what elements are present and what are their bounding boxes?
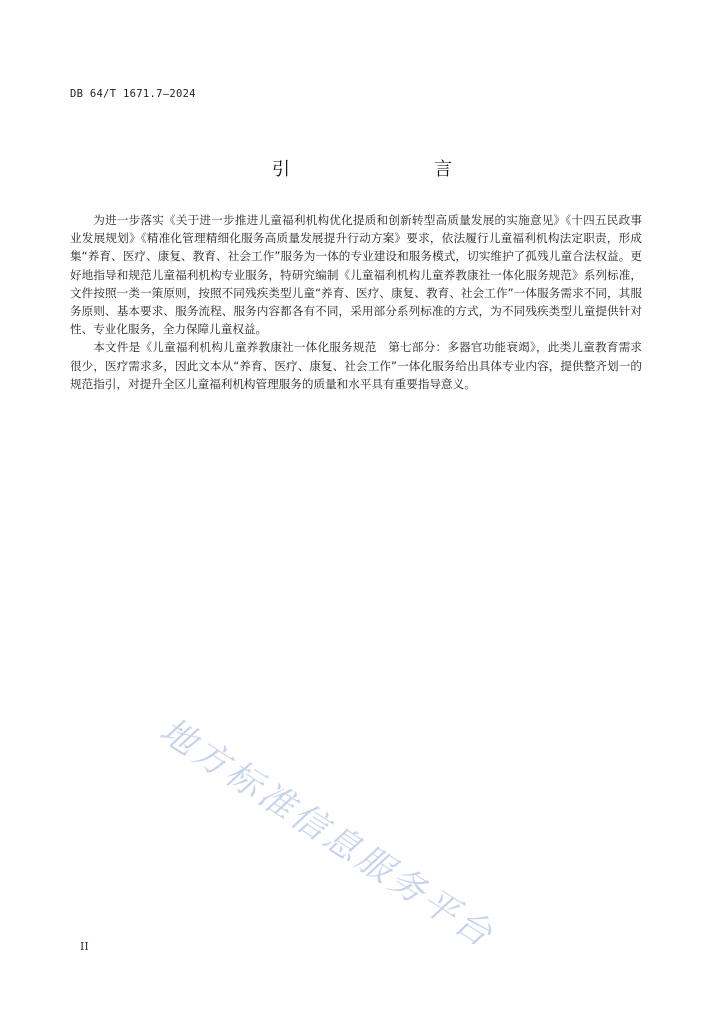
- watermark: 地方标准信息服务平台: [152, 710, 502, 957]
- introduction-body: [70, 211, 642, 393]
- paragraph-1: 为进一步落实《关于进一步推进儿童福利机构优化提质和创新转型高质量发展的实施意见》《十四五民政事业发展规划》《精准化管理精细化服务高质量发展提升行动方案》要求，依法履行儿童福利机构法定职责，形成集“养育、医疗、康复、教育、社会工作”服务为一体的专业建设和服务模式，切实维护了孤残儿童合法权益。更好地指导和规范儿童福利机构专业服务，特研究编制《儿童福利机构儿童养教康社一体化服务规范》系列标准，文件按照一类一策原则，按照不同残疾类型儿童“养育、医疗、康复、教育、社会工作”一体服务需求不同，其服务原则、基本要求、服务流程、服务内容都各有不同，采用部分系列标准的方式，为不同残疾类型儿童提供针对性、专业化服务，全力保障儿童权益。: [70, 213, 642, 337]
- page-number: II: [80, 940, 89, 953]
- page-title: 引 言: [272, 159, 488, 180]
- standard-code-header: DB 64/T 1671.7—2024: [70, 88, 196, 100]
- paragraph-2: 本文件是《儿童福利机构儿童养教康社一体化服务规范 第七部分：多器官功能衰竭》，此类儿童教育需求很少，医疗需求多，因此文本从“养育、医疗、康复、社会工作”一体化服务给出具体专业内容，提供整齐划一的规范指引，对提升全区儿童福利机构管理服务的质量和水平具有重要指导意义。: [70, 340, 642, 391]
